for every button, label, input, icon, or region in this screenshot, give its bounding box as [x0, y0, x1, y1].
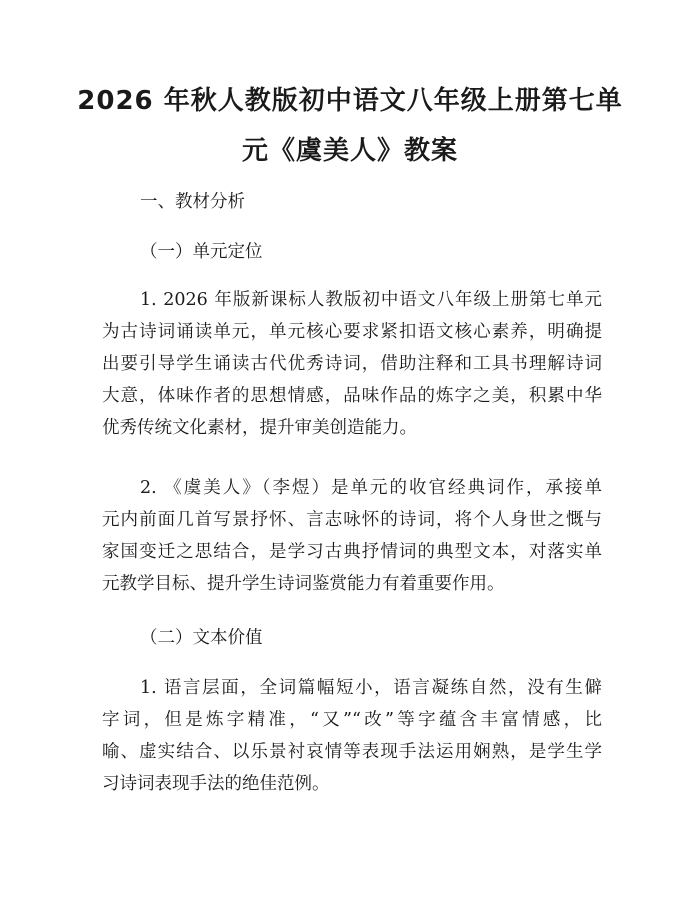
- paragraph-line: 为古诗词诵读单元，单元核心要求紧扣语文核心素养，明确提: [102, 322, 602, 342]
- paragraph-line: 优秀传统文化素材，提升审美创造能力。: [102, 418, 417, 438]
- document-title-line-1: 2026 年秋人教版初中语文八年级上册第七单: [77, 86, 623, 116]
- section-heading-textbook-analysis: 一、教材分析: [140, 192, 245, 212]
- paragraph-unit-positioning-2: [102, 472, 602, 600]
- paragraph-line: 1. 语言层面，全词篇幅短小，语言凝练自然，没有生僻: [140, 678, 602, 698]
- paragraph-line: 家国变迁之思结合，是学习古典抒情词的典型文本，对落实单: [102, 542, 602, 562]
- paragraph-line: 字词，但是炼字精准，“又”“改”等字蕴含丰富情感，比: [102, 710, 602, 730]
- subsection-heading-text-value: （二）文本价值: [140, 628, 263, 648]
- paragraph-line: 出要引导学生诵读古代优秀诗词，借助注释和工具书理解诗词: [102, 354, 602, 374]
- paragraph-line: 元内前面几首写景抒怀、言志咏怀的诗词，将个人身世之慨与: [102, 510, 602, 530]
- paragraph-line: 2. 《虞美人》（李煜）是单元的收官经典词作，承接单: [140, 478, 602, 498]
- paragraph-unit-positioning-1: [102, 284, 602, 444]
- document-title-line-2: 元《虞美人》教案: [241, 136, 458, 166]
- paragraph-line: 元教学目标、提升学生诗词鉴赏能力有着重要作用。: [102, 574, 505, 594]
- paragraph-line: 1. 2026 年版新课标人教版初中语文八年级上册第七单元: [140, 290, 602, 310]
- paragraph-line: 喻、虚实结合、以乐景衬哀情等表现手法运用娴熟，是学生学: [102, 742, 602, 762]
- subsection-heading-unit-positioning: （一）单元定位: [140, 242, 263, 262]
- paragraph-line: 习诗词表现手法的绝佳范例。: [102, 774, 330, 794]
- paragraph-line: 大意，体味作者的思想情感，品味作品的炼字之美，积累中华: [102, 386, 602, 406]
- paragraph-text-value-1: [102, 672, 602, 800]
